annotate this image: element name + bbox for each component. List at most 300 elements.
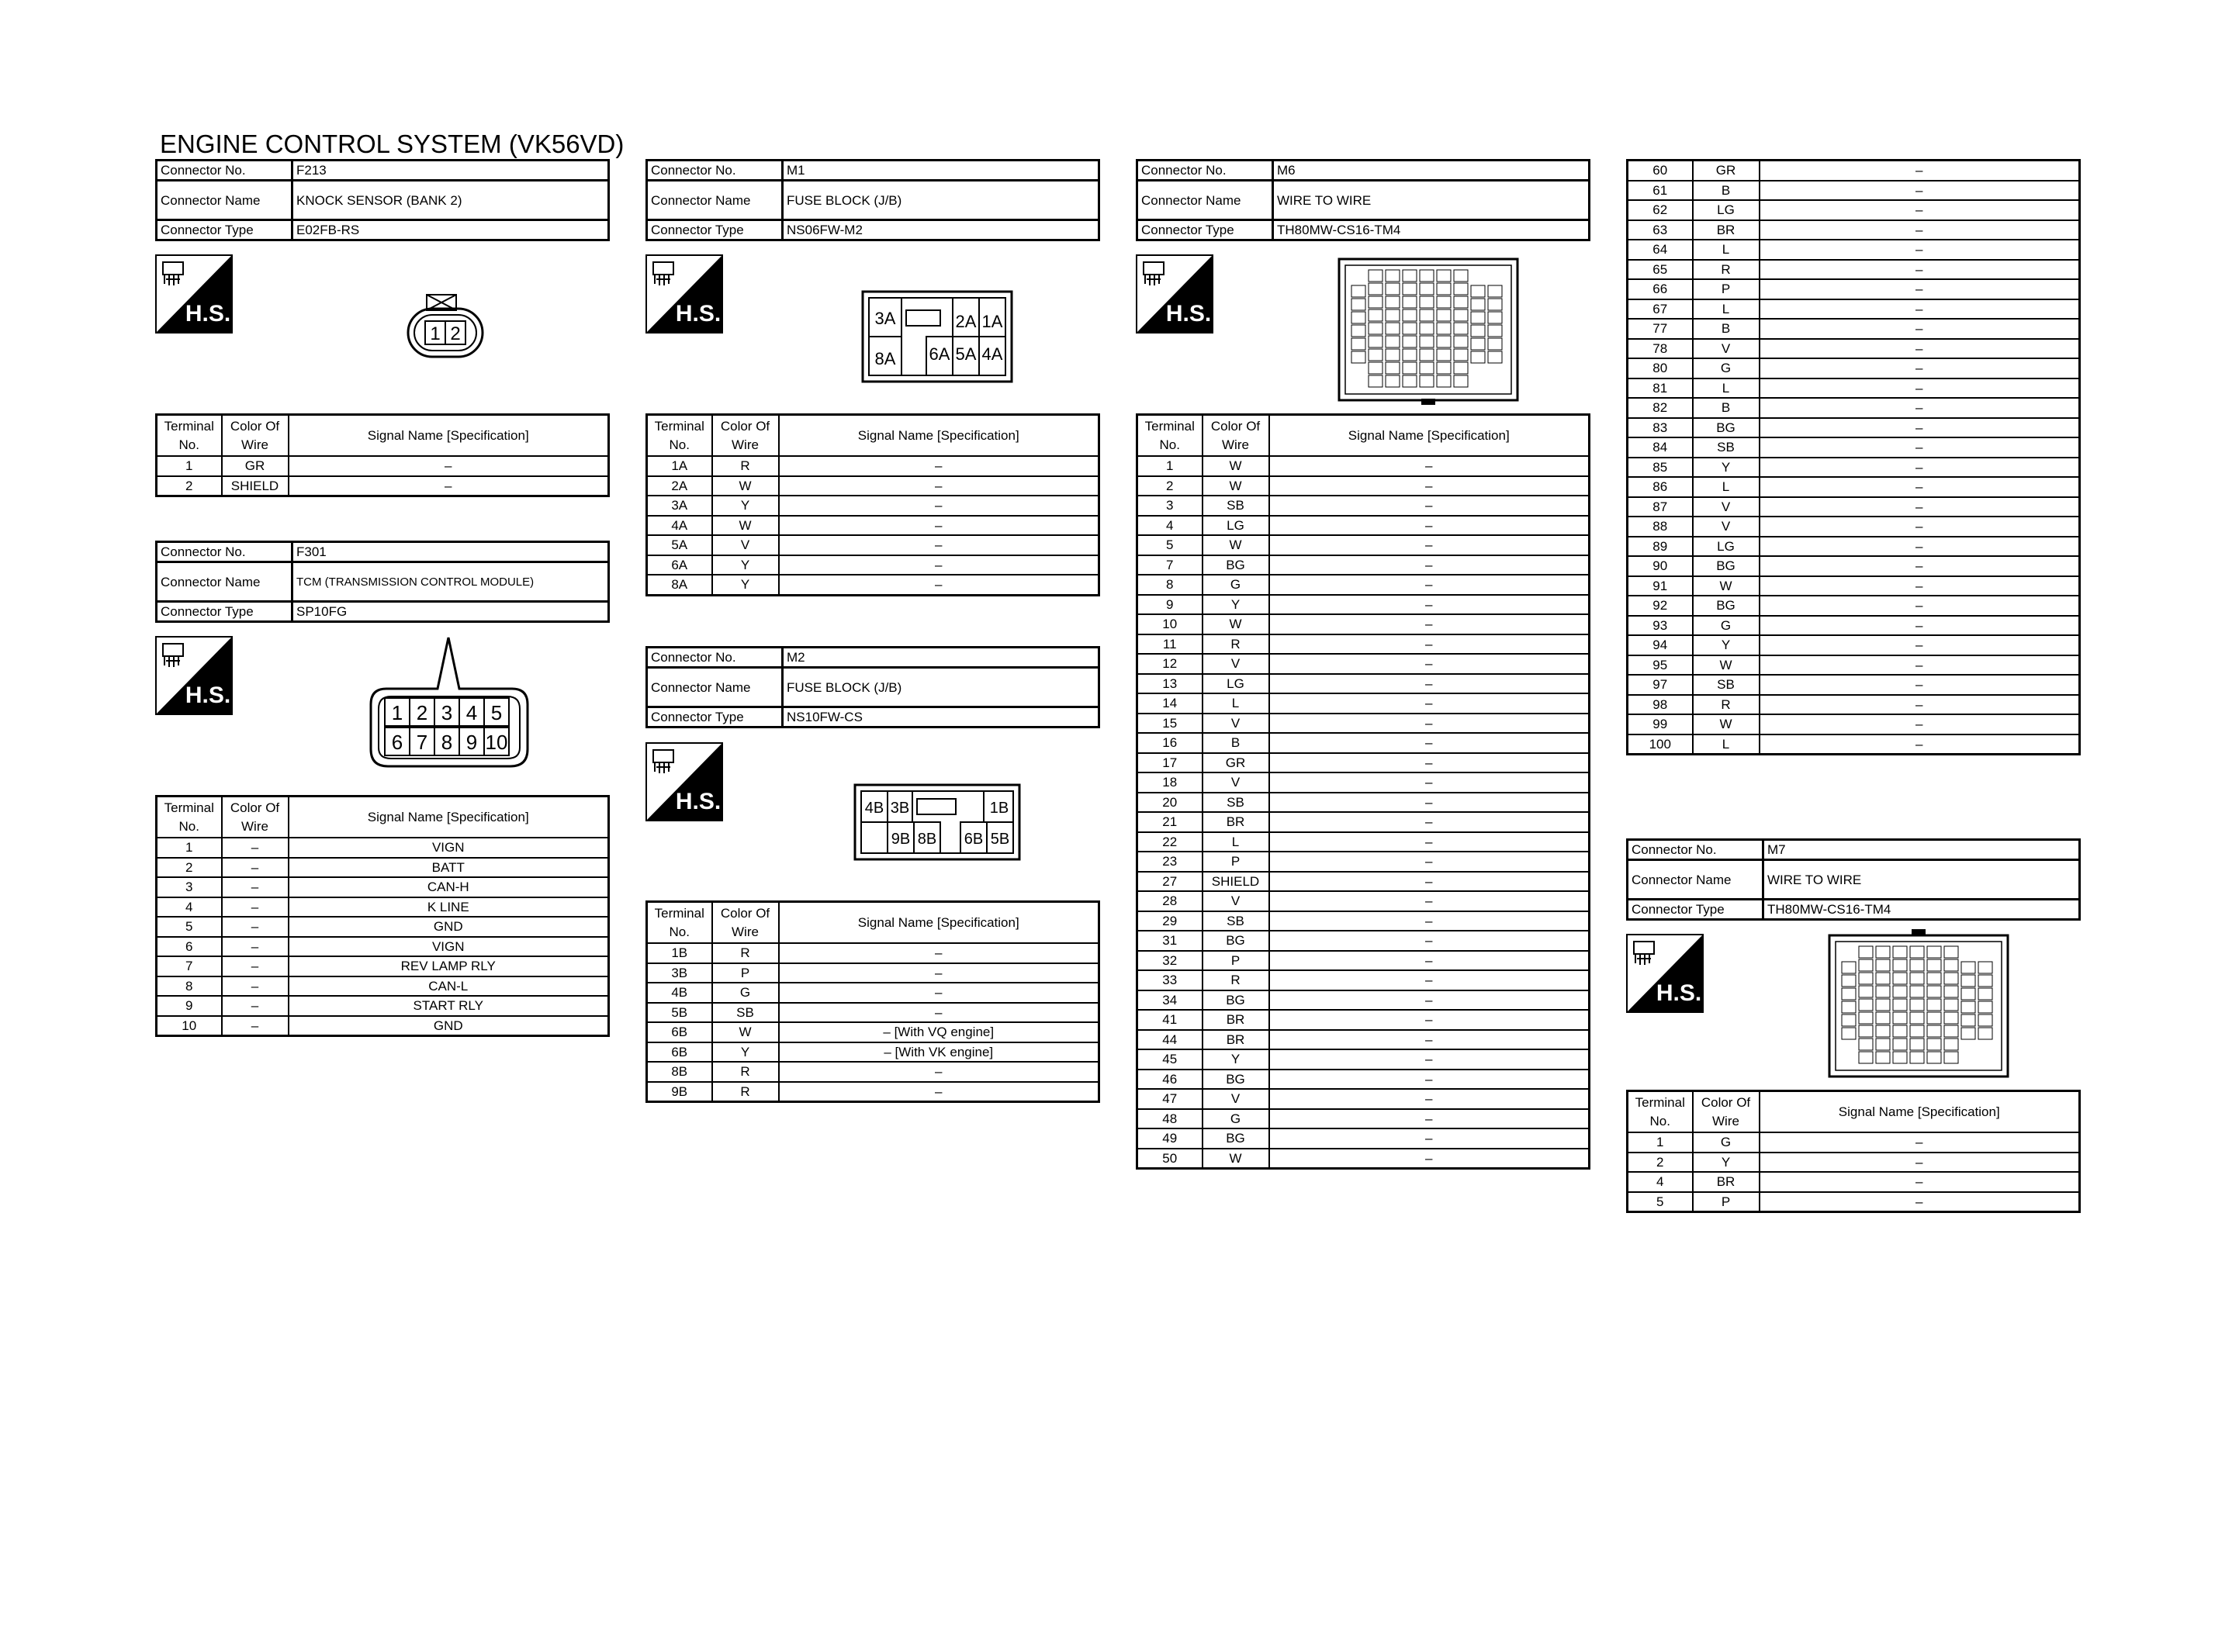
col-signal: Signal Name [Specification] [779, 415, 1099, 457]
pin-label: 1B [989, 800, 1009, 817]
pin-label: 5A [955, 344, 977, 364]
wire-color-cell: – [222, 996, 289, 1016]
signal-cell: – [1760, 339, 2080, 359]
terminal-cell: 95 [1628, 655, 1693, 676]
col-color: Color Of Wire [712, 415, 779, 457]
terminal-cell: 22 [1137, 832, 1203, 852]
pin-label: 4A [981, 344, 1003, 364]
connector-no: M1 [783, 161, 1099, 181]
signal-cell: – [1760, 319, 2080, 339]
table-row [1628, 635, 2080, 655]
wire-color-cell: LG [1693, 200, 1760, 220]
terminal-cell: 50 [1137, 1149, 1203, 1169]
terminal-cell: 90 [1628, 556, 1693, 576]
wire-color-cell: SB [712, 1003, 779, 1023]
terminal-cell: 80 [1628, 358, 1693, 378]
terminal-cell: 100 [1628, 734, 1693, 755]
connector-type: E02FB-RS [292, 220, 609, 240]
terminal-cell: 86 [1628, 477, 1693, 497]
table-row [647, 555, 1099, 575]
table-row [1137, 496, 1590, 516]
terminal-cell: 1 [157, 456, 222, 476]
wire-color-cell: – [222, 956, 289, 976]
table-row [1137, 772, 1590, 793]
label-connector-name: Connector Name [647, 181, 783, 220]
terminal-cell: 98 [1628, 695, 1693, 715]
pin-label: 5B [990, 831, 1010, 848]
signal-cell: – [1760, 240, 2080, 260]
terminal-cell: 29 [1137, 911, 1203, 931]
connector-header-f301 [155, 541, 610, 623]
table-row [1137, 456, 1590, 476]
wire-color-cell: Y [712, 496, 779, 516]
wire-color-cell: W [1203, 535, 1269, 555]
wire-color-cell: BG [1203, 931, 1269, 951]
page-title: ENGINE CONTROL SYSTEM (VK56VD) [160, 130, 625, 158]
wire-color-cell: R [1693, 260, 1760, 280]
terminal-cell: 33 [1137, 970, 1203, 990]
terminal-table-m1 [645, 413, 1100, 596]
label-connector-no: Connector No. [157, 161, 292, 181]
terminal-cell: 2 [1137, 476, 1203, 496]
signal-cell: – [1760, 596, 2080, 616]
table-row [647, 1003, 1099, 1023]
connector-type: TH80MW-CS16-TM4 [1763, 900, 2080, 920]
terminal-cell: 4 [157, 897, 222, 918]
terminal-cell: 3A [647, 496, 712, 516]
terminal-cell: 84 [1628, 437, 1693, 458]
col-terminal: Terminal No. [157, 415, 222, 457]
terminal-cell: 9 [1137, 595, 1203, 615]
table-row [647, 476, 1099, 496]
pin-label: 1A [981, 312, 1003, 331]
signal-cell: – [1269, 1070, 1590, 1090]
table-row [1628, 675, 2080, 695]
wire-color-cell: – [222, 838, 289, 858]
wire-color-cell: – [222, 937, 289, 957]
table-row [647, 1062, 1099, 1082]
table-row [1628, 517, 2080, 537]
table-row [157, 1016, 609, 1036]
terminal-cell: 16 [1137, 733, 1203, 753]
table-row [1137, 595, 1590, 615]
signal-cell: – [1269, 793, 1590, 813]
signal-cell: – [1760, 497, 2080, 517]
signal-cell: – [1269, 516, 1590, 536]
signal-cell: – [779, 496, 1099, 516]
terminal-cell: 8B [647, 1062, 712, 1082]
wire-color-cell: SB [1693, 675, 1760, 695]
table-row [1137, 614, 1590, 634]
connector-face-m6 [1338, 254, 1519, 412]
pin-label: 3A [874, 309, 896, 328]
terminal-cell: 5 [1137, 535, 1203, 555]
wire-color-cell: LG [1203, 674, 1269, 694]
signal-cell: – [1269, 614, 1590, 634]
wire-color-cell: LG [1203, 516, 1269, 536]
table-row [1628, 220, 2080, 240]
terminal-cell: 12 [1137, 654, 1203, 674]
table-row [1628, 437, 2080, 458]
col-signal: Signal Name [Specification] [779, 902, 1099, 944]
signal-cell: – [1269, 832, 1590, 852]
signal-cell: – [1269, 1089, 1590, 1109]
label-connector-name: Connector Name [1137, 181, 1273, 220]
table-row [647, 963, 1099, 983]
pin-label: 6A [929, 344, 950, 364]
signal-cell: – [1269, 891, 1590, 911]
wire-color-cell: SB [1693, 437, 1760, 458]
pin-label: 10 [485, 731, 508, 754]
col-color: Color Of Wire [712, 902, 779, 944]
label-connector-name: Connector Name [157, 181, 292, 220]
signal-cell: – [1760, 477, 2080, 497]
terminal-table-m2 [645, 900, 1100, 1103]
signal-cell: – [1269, 951, 1590, 971]
terminal-cell: 78 [1628, 339, 1693, 359]
table-row [157, 937, 609, 957]
terminal-table-f213 [155, 413, 610, 497]
signal-cell: GND [289, 917, 609, 937]
col-terminal: Terminal No. [1628, 1091, 1693, 1133]
pin-label: 2A [955, 312, 977, 331]
terminal-table-m6 [1136, 413, 1590, 1170]
terminal-table-f301 [155, 795, 610, 1037]
wire-color-cell: SHIELD [1203, 872, 1269, 892]
terminal-cell: 23 [1137, 852, 1203, 872]
terminal-cell: 8 [1137, 575, 1203, 595]
signal-cell: – [1760, 398, 2080, 418]
table-row [1628, 714, 2080, 734]
wire-color-cell: L [1693, 477, 1760, 497]
label-connector-type: Connector Type [1628, 900, 1763, 920]
harness-side-icon [645, 254, 723, 334]
signal-cell: – [1269, 456, 1590, 476]
label-connector-type: Connector Type [1137, 220, 1273, 240]
label-connector-name: Connector Name [647, 668, 783, 707]
signal-cell: – [With VK engine] [779, 1042, 1099, 1063]
table-row [1628, 1153, 2080, 1173]
terminal-cell: 99 [1628, 714, 1693, 734]
wire-color-cell: R [1203, 970, 1269, 990]
terminal-cell: 3 [1137, 496, 1203, 516]
wire-color-cell: Y [1693, 635, 1760, 655]
terminal-cell: 88 [1628, 517, 1693, 537]
signal-cell: – [1269, 812, 1590, 832]
signal-cell: – [1269, 535, 1590, 555]
table-row [157, 996, 609, 1016]
wire-color-cell: BG [1203, 990, 1269, 1011]
wire-color-cell: L [1693, 240, 1760, 260]
signal-cell: – [1760, 734, 2080, 755]
terminal-cell: 2 [1628, 1153, 1693, 1173]
table-row [157, 877, 609, 897]
harness-side-icon [1626, 934, 1704, 1013]
terminal-cell: 6B [647, 1022, 712, 1042]
table-row [1628, 299, 2080, 320]
signal-cell: – [1760, 181, 2080, 201]
terminal-cell: 94 [1628, 635, 1693, 655]
wire-color-cell: SB [1203, 911, 1269, 931]
col-color: Color Of Wire [222, 797, 289, 838]
table-row [1628, 458, 2080, 478]
table-row [1137, 1149, 1590, 1169]
wire-color-cell: P [1693, 279, 1760, 299]
pin-label: 8B [917, 831, 937, 848]
wire-color-cell: W [712, 1022, 779, 1042]
pin-label: 8A [874, 349, 896, 368]
signal-cell: – [779, 1082, 1099, 1102]
wire-color-cell: – [222, 1016, 289, 1036]
wire-color-cell: B [1203, 733, 1269, 753]
signal-cell: – [1760, 279, 2080, 299]
wire-color-cell: R [712, 943, 779, 963]
wire-color-cell: – [222, 858, 289, 878]
wire-color-cell: W [712, 476, 779, 496]
hs-label: H.S. [1165, 301, 1212, 327]
wire-color-cell: V [1203, 891, 1269, 911]
connector-face-m2 [853, 783, 1021, 866]
wire-color-cell: BG [1203, 1128, 1269, 1149]
terminal-cell: 97 [1628, 675, 1693, 695]
col-color: Color Of Wire [222, 415, 289, 457]
table-row [1137, 812, 1590, 832]
terminal-cell: 2 [157, 858, 222, 878]
table-row [1137, 733, 1590, 753]
label-connector-type: Connector Type [157, 602, 292, 622]
terminal-cell: 92 [1628, 596, 1693, 616]
connector-name: FUSE BLOCK (J/B) [783, 668, 1099, 707]
pin-label: 2 [416, 701, 428, 724]
table-row [1137, 634, 1590, 655]
terminal-cell: 46 [1137, 1070, 1203, 1090]
signal-cell: – [1760, 1153, 2080, 1173]
signal-cell: – [1269, 733, 1590, 753]
signal-cell: – [1269, 654, 1590, 674]
table-row [1137, 891, 1590, 911]
signal-cell: – [1269, 555, 1590, 575]
terminal-cell: 63 [1628, 220, 1693, 240]
signal-cell: – [779, 575, 1099, 595]
signal-cell: – [1269, 1128, 1590, 1149]
wire-color-cell: R [712, 1062, 779, 1082]
wire-color-cell: Y [1693, 1153, 1760, 1173]
label-connector-type: Connector Type [647, 220, 783, 240]
pin-label: 5 [490, 701, 503, 724]
col-signal: Signal Name [Specification] [1760, 1091, 2080, 1133]
signal-cell: – [779, 943, 1099, 963]
table-row [1137, 1010, 1590, 1030]
table-row [1137, 1049, 1590, 1070]
pin-label: 9B [891, 831, 911, 848]
hs-label: H.S. [1656, 980, 1702, 1006]
table-row [1628, 556, 2080, 576]
table-row [1628, 200, 2080, 220]
harness-side-icon [645, 742, 723, 821]
terminal-cell: 1A [647, 456, 712, 476]
terminal-cell: 4 [1137, 516, 1203, 536]
wire-color-cell: P [712, 963, 779, 983]
table-row [1137, 753, 1590, 773]
terminal-cell: 64 [1628, 240, 1693, 260]
wire-color-cell: G [1203, 575, 1269, 595]
signal-cell: – [289, 476, 609, 496]
terminal-cell: 47 [1137, 1089, 1203, 1109]
wire-color-cell: BR [1203, 1010, 1269, 1030]
terminal-cell: 20 [1137, 793, 1203, 813]
connector-header-m2 [645, 646, 1100, 728]
col-terminal: Terminal No. [647, 902, 712, 944]
signal-cell: – [1760, 556, 2080, 576]
signal-cell: – [1269, 496, 1590, 516]
table-row [647, 516, 1099, 536]
col-signal: Signal Name [Specification] [289, 415, 609, 457]
terminal-cell: 66 [1628, 279, 1693, 299]
signal-cell: – [1269, 1109, 1590, 1129]
terminal-cell: 10 [157, 1016, 222, 1036]
terminal-cell: 3 [157, 877, 222, 897]
connector-face-m1 [861, 290, 1013, 389]
signal-cell: CAN-H [289, 877, 609, 897]
wire-color-cell: G [1203, 1109, 1269, 1129]
col-signal: Signal Name [Specification] [289, 797, 609, 838]
wire-color-cell: L [1693, 734, 1760, 755]
table-row [1628, 655, 2080, 676]
connector-no: M2 [783, 648, 1099, 668]
signal-cell: – [1760, 161, 2080, 181]
table-row [1628, 734, 2080, 755]
table-row [1137, 852, 1590, 872]
signal-cell: VIGN [289, 838, 609, 858]
hs-label: H.S. [675, 301, 722, 327]
table-row [1137, 1030, 1590, 1050]
table-row [647, 1042, 1099, 1063]
terminal-cell: 34 [1137, 990, 1203, 1011]
terminal-cell: 32 [1137, 951, 1203, 971]
terminal-cell: 17 [1137, 753, 1203, 773]
terminal-cell: 65 [1628, 260, 1693, 280]
signal-cell: BATT [289, 858, 609, 878]
terminal-cell: 4 [1628, 1172, 1693, 1192]
wire-color-cell: GR [1693, 161, 1760, 181]
terminal-cell: 8A [647, 575, 712, 595]
signal-cell: START RLY [289, 996, 609, 1016]
pin-label: 3B [890, 800, 910, 817]
connector-name: WIRE TO WIRE [1763, 860, 2080, 900]
table-row [1628, 497, 2080, 517]
terminal-cell: 41 [1137, 1010, 1203, 1030]
table-row [1137, 793, 1590, 813]
label-connector-type: Connector Type [157, 220, 292, 240]
pin-label: 9 [465, 731, 478, 754]
terminal-cell: 48 [1137, 1109, 1203, 1129]
wire-color-cell: GR [222, 456, 289, 476]
signal-cell: – [1760, 517, 2080, 537]
hs-label: H.S. [185, 683, 231, 708]
table-row [1628, 279, 2080, 299]
table-row [1137, 674, 1590, 694]
table-row [1137, 872, 1590, 892]
connector-no: M7 [1763, 840, 2080, 860]
signal-cell: – [1760, 1172, 2080, 1192]
signal-cell: – [1269, 911, 1590, 931]
connector-name: FUSE BLOCK (J/B) [783, 181, 1099, 220]
signal-cell: – [1269, 872, 1590, 892]
wire-color-cell: P [1203, 951, 1269, 971]
terminal-cell: 87 [1628, 497, 1693, 517]
col-terminal: Terminal No. [1137, 415, 1203, 457]
signal-cell: – [779, 516, 1099, 536]
signal-cell: – [289, 456, 609, 476]
table-row [647, 496, 1099, 516]
connector-name: WIRE TO WIRE [1273, 181, 1590, 220]
col-color: Color Of Wire [1693, 1091, 1760, 1133]
wire-color-cell: G [1693, 1132, 1760, 1153]
wire-color-cell: L [1203, 693, 1269, 714]
wire-color-cell: G [1693, 358, 1760, 378]
terminal-cell: 6 [157, 937, 222, 957]
wire-color-cell: SB [1203, 496, 1269, 516]
pin-label: 3 [441, 701, 453, 724]
connector-name: KNOCK SENSOR (BANK 2) [292, 181, 609, 220]
wire-color-cell: V [1693, 517, 1760, 537]
wire-color-cell: W [712, 516, 779, 536]
signal-cell: – [1760, 418, 2080, 438]
signal-cell: – [1269, 852, 1590, 872]
signal-cell: – [1269, 575, 1590, 595]
signal-cell: – [1269, 714, 1590, 734]
table-row [1137, 990, 1590, 1011]
table-row [1628, 477, 2080, 497]
terminal-cell: 61 [1628, 181, 1693, 201]
signal-cell: – [779, 456, 1099, 476]
table-row [1137, 714, 1590, 734]
table-row [1628, 161, 2080, 181]
signal-cell: REV LAMP RLY [289, 956, 609, 976]
pin-label: 6B [964, 831, 984, 848]
signal-cell: CAN-L [289, 976, 609, 997]
signal-cell: – [1269, 990, 1590, 1011]
col-terminal: Terminal No. [157, 797, 222, 838]
terminal-cell: 31 [1137, 931, 1203, 951]
wire-color-cell: BR [1203, 812, 1269, 832]
table-row [1137, 693, 1590, 714]
terminal-cell: 11 [1137, 634, 1203, 655]
terminal-cell: 77 [1628, 319, 1693, 339]
signal-cell: K LINE [289, 897, 609, 918]
table-row [647, 983, 1099, 1003]
table-row [157, 858, 609, 878]
signal-cell: – [1760, 616, 2080, 636]
signal-cell: – [1760, 714, 2080, 734]
signal-cell: – [1760, 635, 2080, 655]
signal-cell: – [1760, 675, 2080, 695]
table-row [1137, 931, 1590, 951]
table-row [1137, 951, 1590, 971]
terminal-cell: 5A [647, 535, 712, 555]
table-row [647, 1082, 1099, 1102]
wire-color-cell: Y [1203, 595, 1269, 615]
table-row [1628, 576, 2080, 596]
label-connector-no: Connector No. [647, 161, 783, 181]
table-row [157, 897, 609, 918]
signal-cell: – [1760, 220, 2080, 240]
terminal-cell: 81 [1628, 378, 1693, 399]
harness-side-icon [1136, 254, 1213, 334]
table-row [1137, 1089, 1590, 1109]
wire-color-cell: W [1203, 614, 1269, 634]
table-row [1628, 260, 2080, 280]
